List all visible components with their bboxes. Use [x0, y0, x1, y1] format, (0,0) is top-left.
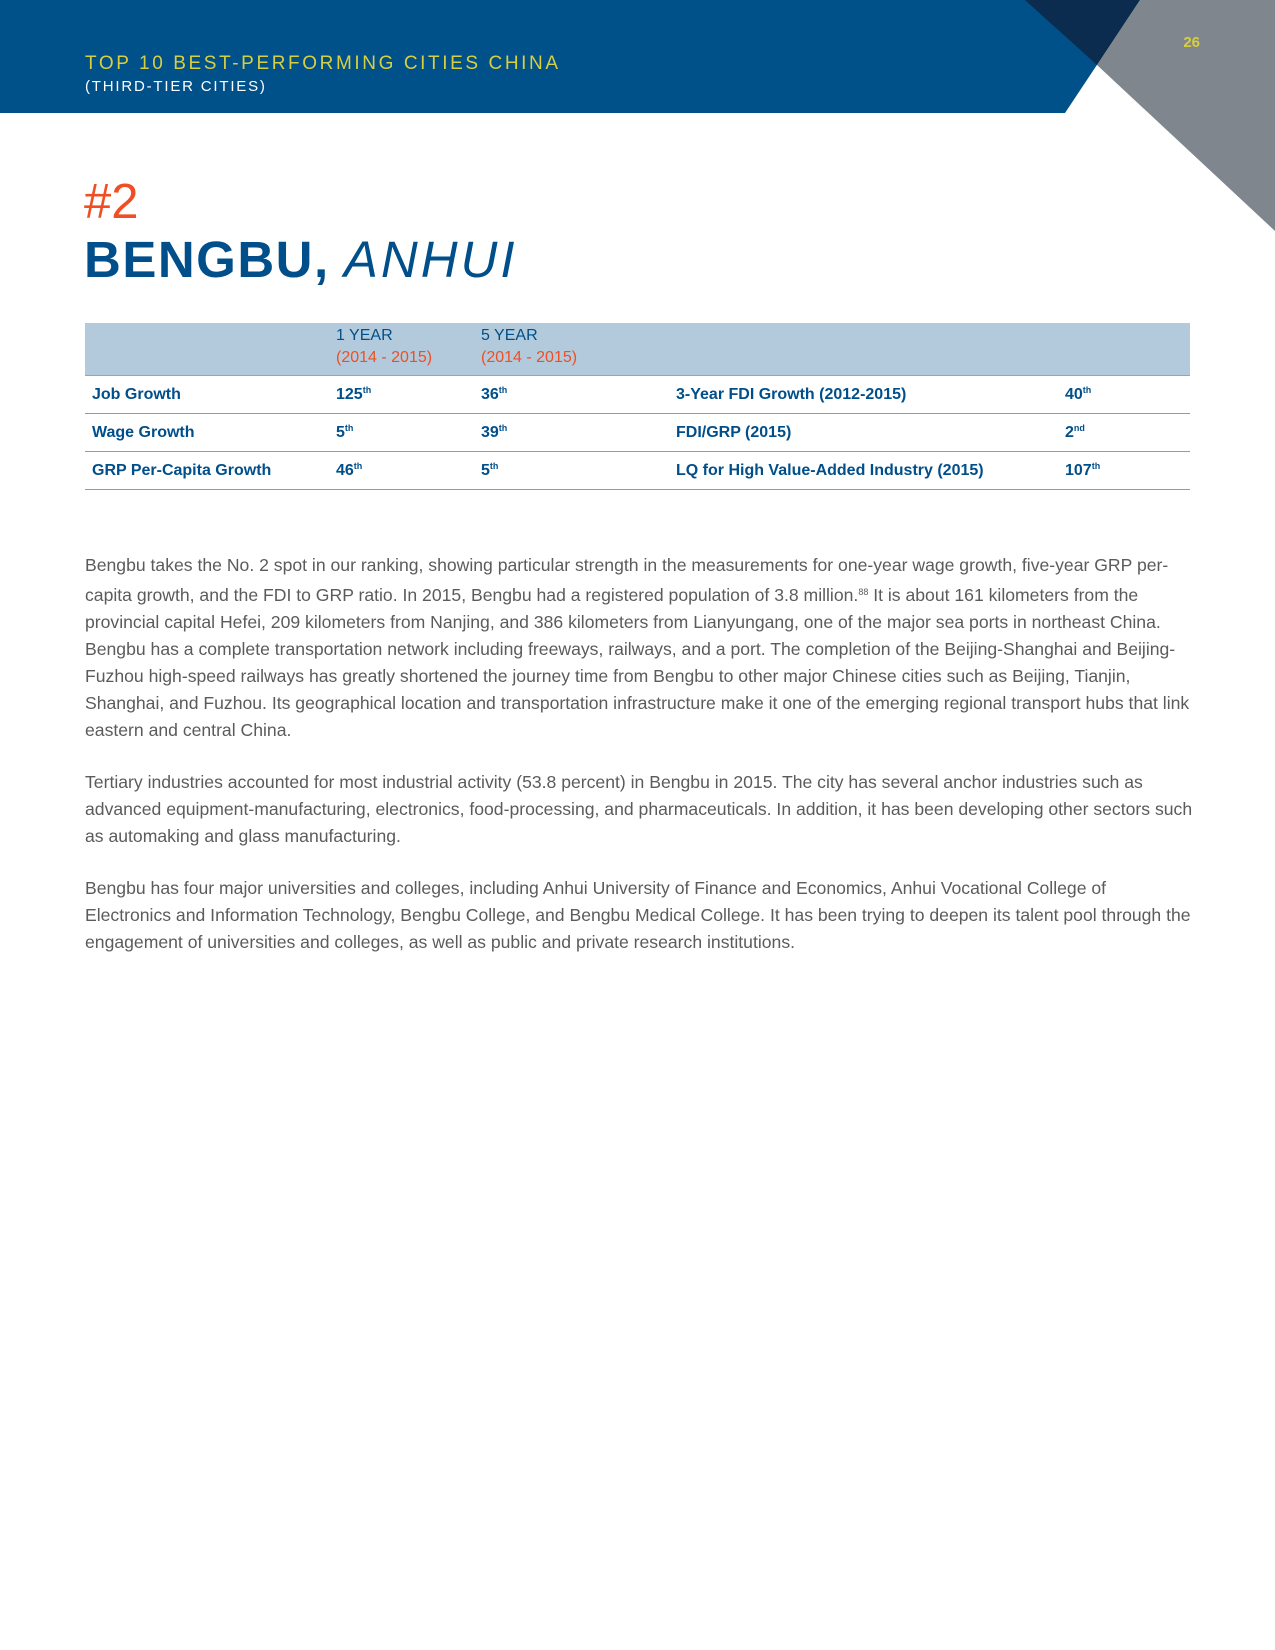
body-text [85, 552, 1193, 981]
column-header-range: (2014 - 2015) [336, 349, 433, 366]
report-title: TOP 10 BEST-PERFORMING CITIES CHINA [85, 53, 561, 74]
other-metric-label: LQ for High Value-Added Industry (2015) [676, 452, 1065, 490]
other-metric-label: 3-Year FDI Growth (2012-2015) [676, 376, 1065, 414]
rank-1-year: 125th [336, 376, 481, 414]
column-header-period: 1 YEAR [336, 327, 393, 344]
metric-label: Wage Growth [85, 414, 336, 452]
table-row [85, 376, 1190, 414]
table-row [85, 452, 1190, 490]
city-heading [84, 231, 518, 288]
column-header-range: (2014 - 2015) [481, 349, 578, 366]
province-name: ANHUI [343, 231, 518, 288]
other-metric-label: FDI/GRP (2015) [676, 414, 1065, 452]
footnote-marker: 88 [858, 587, 869, 597]
paragraph-universities: Bengbu has four major universities and colleges, including Anhui University of Finance and Economics, Anhui Vocational College of Electronics and Information Technology, Bengbu College, and Bengbu Medical College. It has been trying to deepen its talent pool through the engagement of universities and colleges, as well as public and private research institutions. [85, 878, 1191, 952]
rank-1-year: 5th [336, 414, 481, 452]
column-header-5-year [481, 323, 676, 376]
rank-5-year: 5th [481, 452, 676, 490]
ranking-table [85, 323, 1190, 490]
city-name: BENGBU [84, 231, 315, 288]
other-metric-rank: 2nd [1065, 414, 1190, 452]
table-row [85, 414, 1190, 452]
page-number: 26 [1183, 34, 1200, 51]
column-header-1-year [336, 323, 481, 376]
metric-label: Job Growth [85, 376, 336, 414]
rank-5-year: 39th [481, 414, 676, 452]
header-band-graphic [0, 0, 1275, 240]
paragraph-industries: Tertiary industries accounted for most industrial activity (53.8 percent) in Bengbu in 2015. The city has several anchor industries such as advanced equipment-manufacturing, electronics, food-processing, and pharmaceuticals. In addition, it has been developing other sectors such as automaking and glass manufacturing. [85, 772, 1193, 846]
metric-label: GRP Per-Capita Growth [85, 452, 336, 490]
column-header [1065, 323, 1190, 376]
other-metric-rank: 107th [1065, 452, 1190, 490]
city-comma: , [314, 231, 330, 288]
rank-1-year: 46th [336, 452, 481, 490]
report-subtitle: (THIRD-TIER CITIES) [85, 78, 267, 95]
rank-5-year: 36th [481, 376, 676, 414]
paragraph-overview: Bengbu takes the No. 2 spot in our ranking, showing particular strength in the measurements for one-year wage growth, five-year GRP per-capita growth, and the FDI to GRP ratio. In 2015, Bengbu had a registered population of 3.8 million.$^{88}$ It is about 161 kilometers from the provincial capital Hefei, 209 kilometers from Nanjing, and 386 kilometers from Lianyungang, one of the major sea ports in northeast China. Bengbu has a complete transportation network including freeways, railways, and a port. The completion of the Beijing-Shanghai and Beijing-Fuzhou high-speed railways has greatly shortened the journey time from Bengbu to other major Chinese cities such as Beijing, Tianjin, Shanghai, and Fuzhou. Its geographical location and transportation infrastructure make it one of the emerging regional transport hubs that link eastern and central China. [85, 555, 1190, 740]
column-header [85, 323, 336, 376]
column-header [676, 323, 1065, 376]
city-rank: #2 [84, 175, 139, 229]
other-metric-rank: 40th [1065, 376, 1190, 414]
column-header-period: 5 YEAR [481, 327, 538, 344]
table-header-row [85, 323, 1190, 376]
